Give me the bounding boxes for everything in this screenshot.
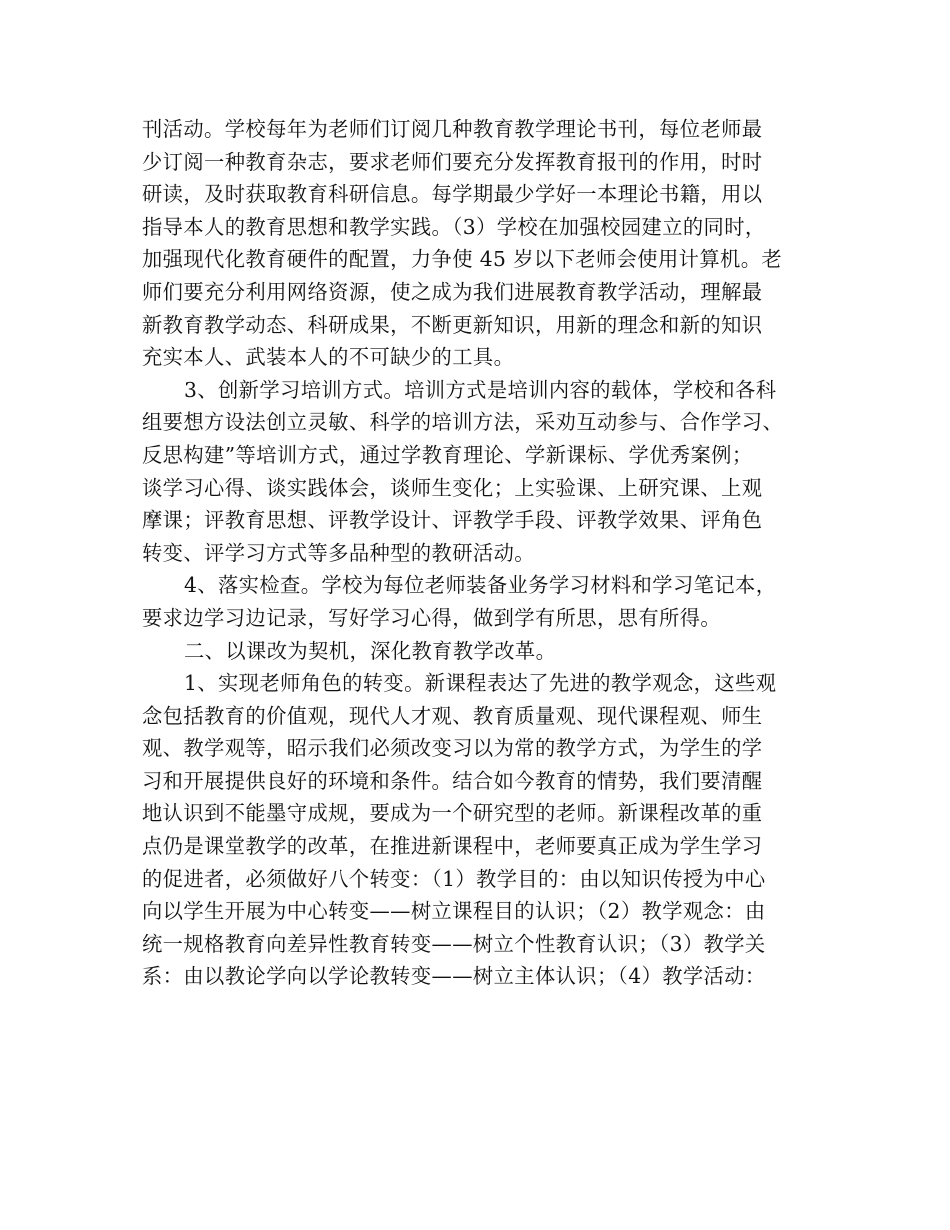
text-line: 统一规格教育向差异性教育转变——树立个性教育认识；（3）教学关 [142, 931, 766, 956]
text-line: 二、以课改为契机，深化教育教学改革。 [184, 638, 557, 663]
text-line: 反思构建”等培训方式，通过学教育理论、学新课标、学优秀案例； [142, 442, 753, 467]
text-line: 刊活动。学校每年为老师们订阅几种教育教学理论书刊，每位老师最 [142, 117, 763, 141]
text-line: 4、落实检查。学校为每位老师装备业务学习材料和学习笔记本， [184, 573, 777, 598]
text-line: 充实本人、武装本人的不可缺少的工具。 [142, 345, 515, 370]
text-line: 3、创新学习培训方式。培训方式是培训内容的载体，学校和各科 [184, 377, 777, 402]
text-line: 新教育教学动态、科研成果，不断更新知识，用新的理念和新的知识 [142, 312, 763, 337]
text-line: 向以学生开展为中心转变——树立课程目的认识；（2）教学观念：由 [142, 899, 766, 924]
text-line: 1、实现老师角色的转变。新课程表达了先进的教学观念，这些观 [184, 671, 777, 696]
text-line: 观、教学观等，昭示我们必须改变习以为常的教学方式，为学生的学 [142, 736, 763, 761]
text-line: 组要想方设法创立灵敏、科学的培训方法，采劝互动参与、合作学习、 [142, 410, 784, 435]
text-line: 指导本人的教育思想和教学实践。（3）学校在加强校园建立的同时， [142, 214, 766, 239]
text-line: 摩课；评教育思想、评教学设计、评教学手段、评教学效果、评角色 [142, 508, 763, 533]
text-line: 谈学习心得、谈实践体会，谈师生变化；上实验课、上研究课、上观 [142, 475, 763, 500]
text-line: 转变、评学习方式等多品种型的教研活动。 [142, 540, 535, 565]
text-line: 地认识到不能墨守成规，要成为一个研究型的老师。新课程改革的重 [142, 801, 763, 826]
text-line: 少订阅一种教育杂志，要求老师们要充分发挥教育报刊的作用，时时 [142, 149, 763, 174]
text-line: 习和开展提供良好的环境和条件。结合如今教育的情势，我们要清醒 [142, 768, 763, 793]
text-line: 要求边学习边记录，写好学习心得，做到学有所思，思有所得。 [142, 605, 722, 630]
text-line: 加强现代化教育硬件的配置，力争使 45 岁以下老师会使用计算机。老 [142, 247, 783, 272]
text-line: 的促进者，必须做好八个转变：（1）教学目的：由以知识传授为中心 [142, 866, 766, 891]
text-line: 系：由以教论学向以学论教转变——树立主体认识；（4）教学活动： [142, 964, 766, 989]
text-line: 师们要充分利用网络资源，使之成为我们进展教育教学活动，理解最 [142, 279, 763, 304]
text-line: 念包括教育的价值观，现代人才观、教育质量观、现代课程观、师生 [142, 703, 763, 728]
text-line: 研读，及时获取教育科研信息。每学期最少学好一本理论书籍，用以 [142, 182, 763, 207]
text-line: 点仍是课堂教学的改革，在推进新课程中，老师要真正成为学生学习 [142, 834, 763, 859]
document-body [142, 113, 822, 993]
